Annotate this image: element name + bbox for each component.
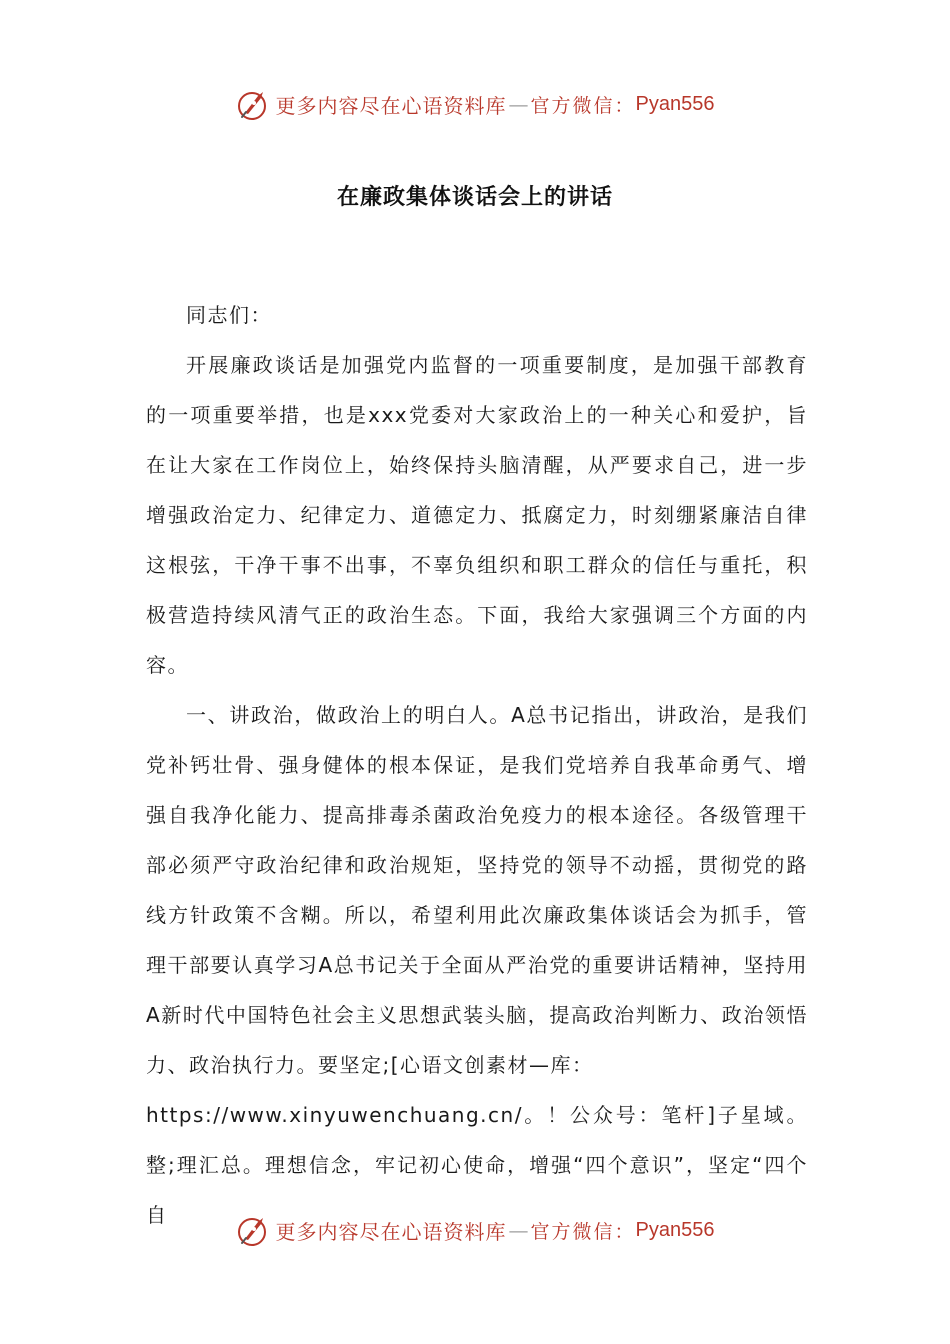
banner-wechat-label: 官方微信： [530,1220,636,1243]
banner-wechat-id: Pyan556 [635,1218,715,1241]
salutation: 同志们： [186,303,272,327]
pen-nib-logo-icon [236,86,272,122]
document-title: 在廉政集体谈话会上的讲话 [336,185,613,210]
document-body [146,290,808,1240]
banner-brand-text: 更多内容尽在心语资料库 [275,1219,507,1244]
paragraph-2-continued: https://www.xinyuwenchuang.cn/。！公众号：笔杆]子星域。整;理汇总。理想信念，牢记初心使命，增强“四个意识”，坚定“四个自 [146,1103,808,1227]
banner-wechat-label: 官方微信： [530,94,636,117]
banner-separator: — [508,1218,529,1242]
footer-banner [0,1210,950,1250]
banner-brand-text: 更多内容尽在心语资料库 [275,93,507,118]
paragraph-2: 一、讲政治，做政治上的明白人。A总书记指出，讲政治，是我们党补钙壮骨、强身健体的根本保证，是我们党培养自我革命勇气、增强自我净化能力、提高排毒杀菌政治免疫力的根本途径。各级管理干部必须严守政治纪律和政治规矩，坚持党的领导不动摇，贯彻党的路线方针政策不含糊。所以，希望利用此次廉政集体谈话会为抓手，管理干部要认真学习A总书记关于全面从严治党的重要讲话精神，坚持用A新时代中国特色社会主义思想武装头脑，提高政治判断力、政治领悟力、政治执行力。要坚定;[心语文创素材—库： [146,703,808,1077]
header-banner [0,84,950,124]
banner-separator: — [508,92,529,116]
paragraph-1: 开展廉政谈话是加强党内监督的一项重要制度，是加强干部教育的一项重要举措，也是xxx党委对大家政治上的一种关心和爱护，旨在让大家在工作岗位上，始终保持头脑清醒，从严要求自己，进一步增强政治定力、纪律定力、道德定力、抵腐定力，时刻绷紧廉洁自律这根弦，干净干事不出事，不辜负组织和职工群众的信任与重托，积极营造持续风清气正的政治生态。下面，我给大家强调三个方面的内容。 [146,353,808,677]
pen-nib-logo-icon [236,1212,272,1248]
banner-wechat-id: Pyan556 [635,92,715,115]
